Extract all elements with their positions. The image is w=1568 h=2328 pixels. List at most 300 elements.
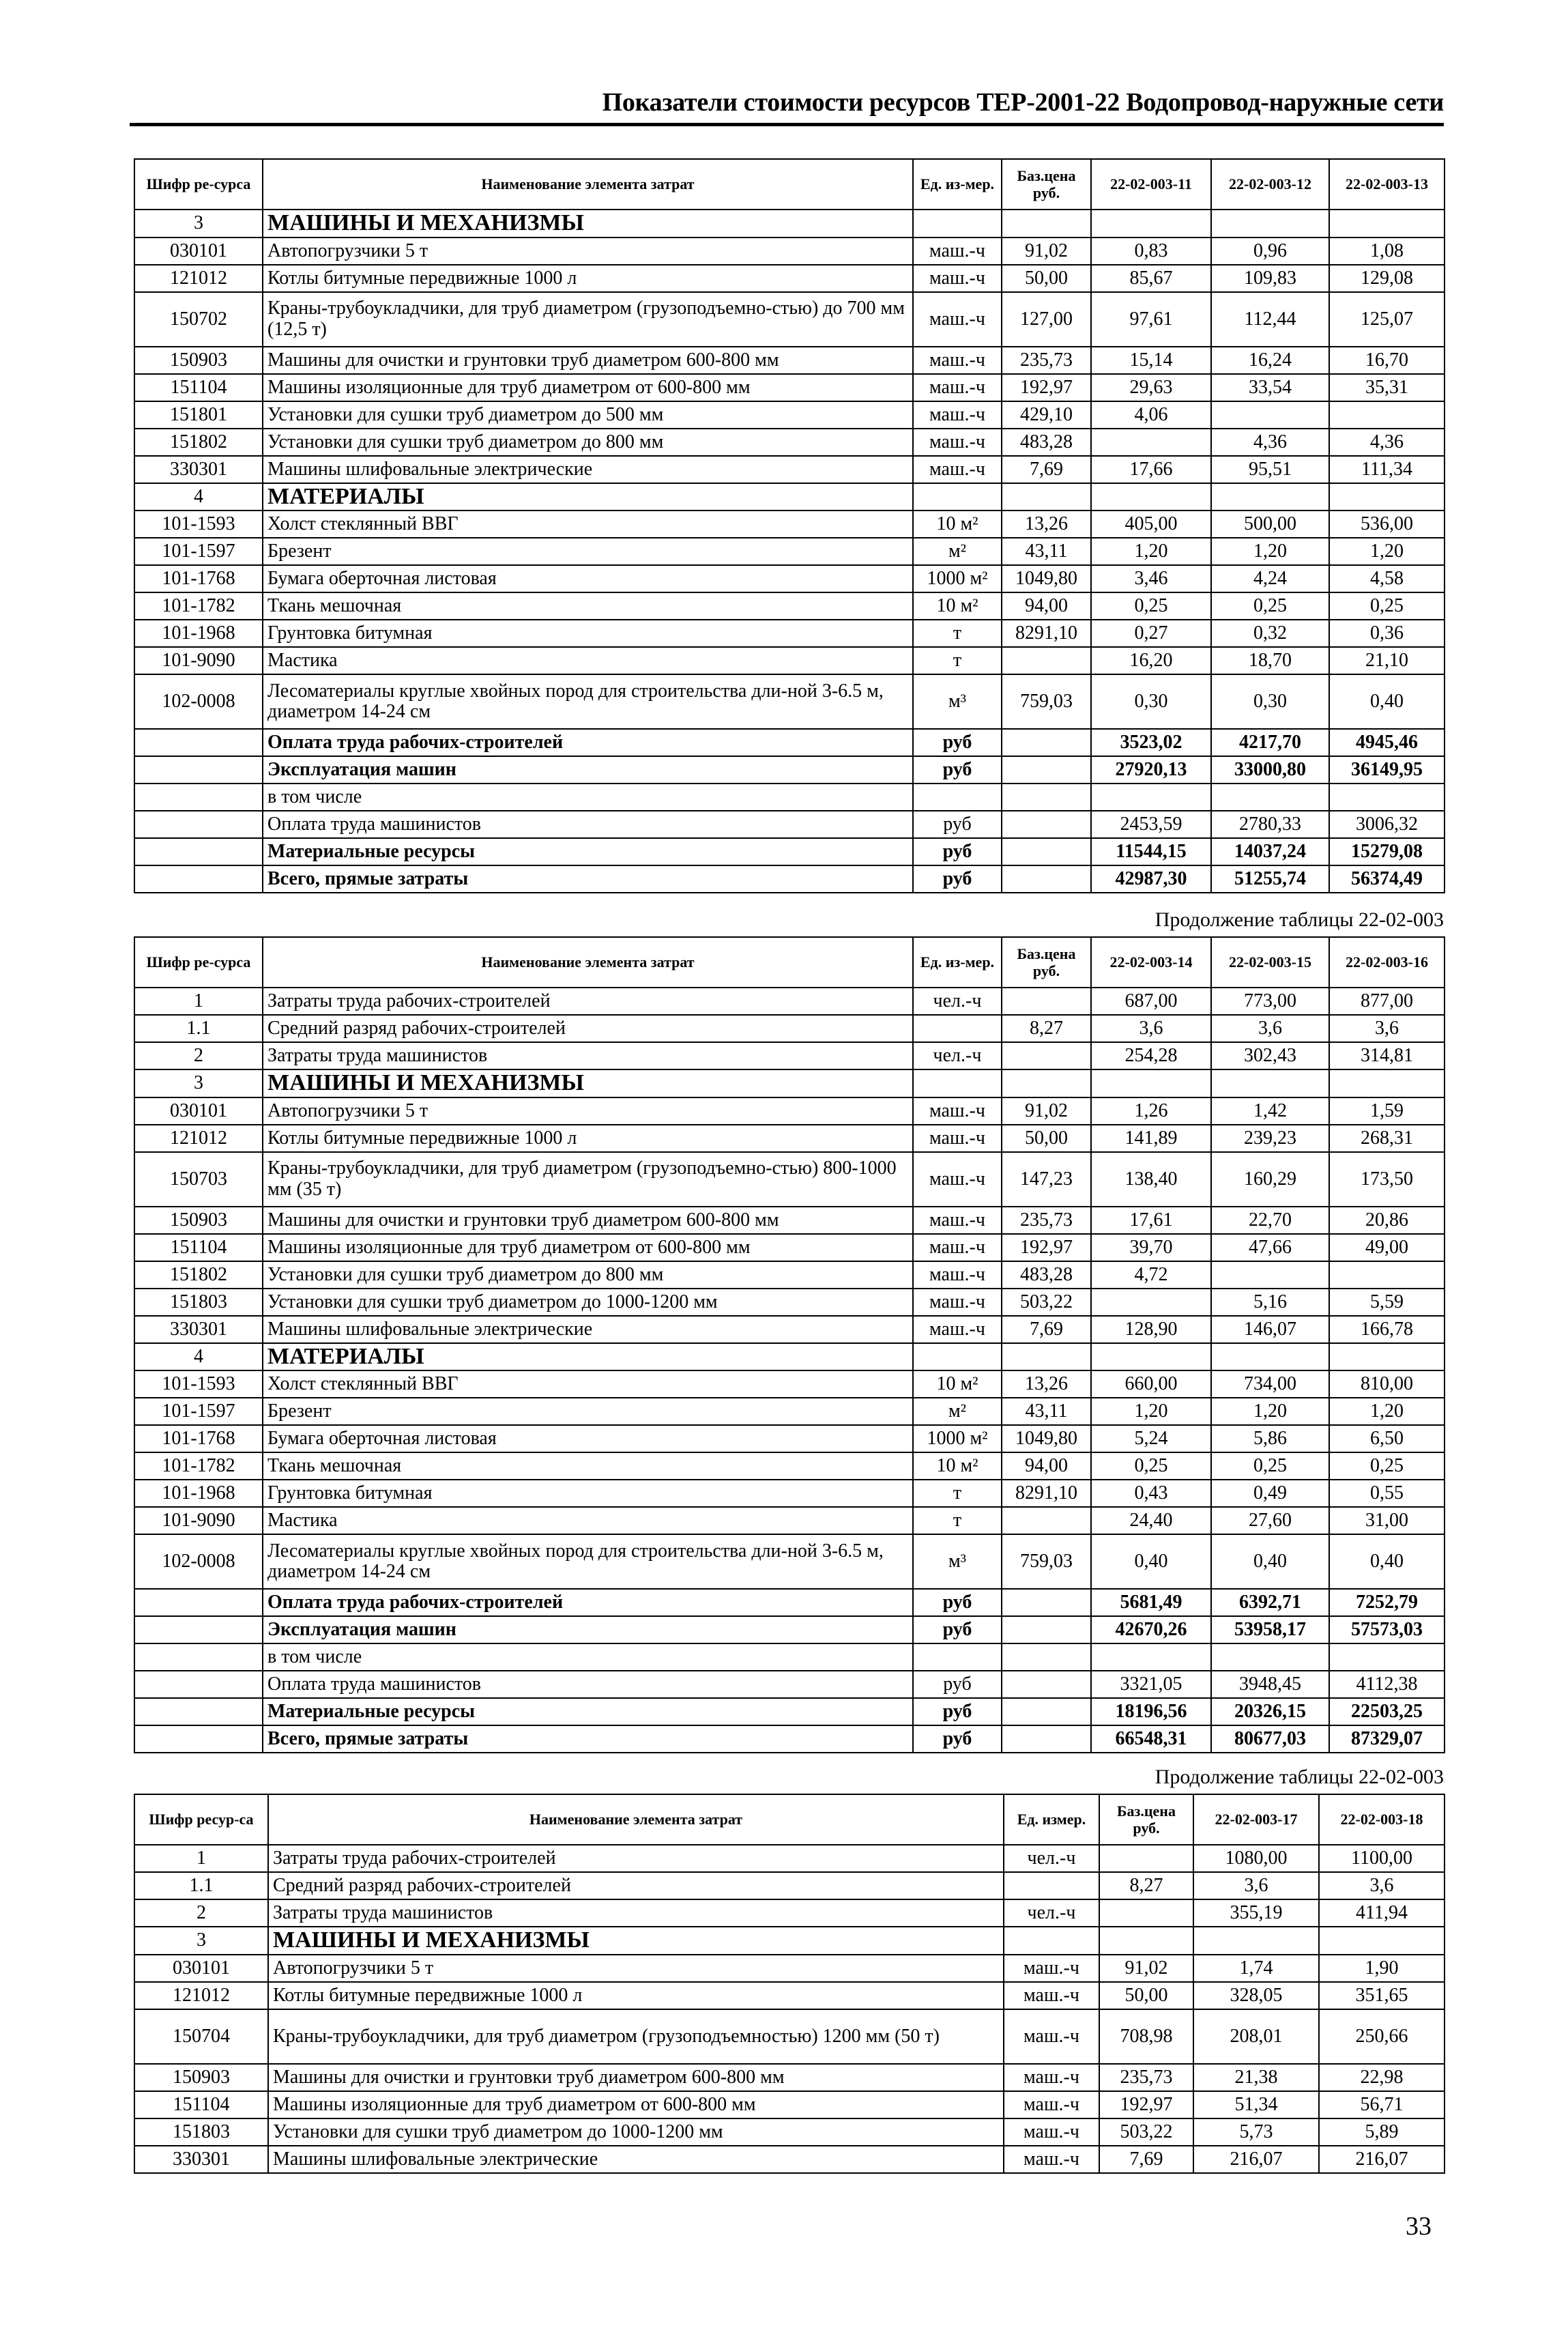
table-row — [134, 347, 1444, 374]
norm-value: 1,59 — [1329, 1097, 1444, 1125]
unit-of-measure: т — [913, 1507, 1002, 1534]
table-row — [134, 1955, 1444, 1982]
base-price — [1002, 483, 1091, 511]
norm-value: 17,61 — [1091, 1207, 1211, 1234]
base-price — [1002, 756, 1091, 784]
norm-value: 0,96 — [1211, 238, 1329, 265]
unit-of-measure: руб — [913, 1616, 1002, 1643]
norm-value: 4,36 — [1329, 429, 1444, 456]
norm-value — [1211, 784, 1329, 811]
resource-code — [134, 811, 263, 838]
cost-element-name: Машины для очистки и грунтовки труб диаметром 600-800 мм — [263, 1207, 913, 1234]
cost-element-name: Затраты труда машинистов — [268, 1899, 1004, 1927]
table-3-caption: Продолжение таблицы 22-02-003 — [1155, 1766, 1444, 1788]
table-row — [134, 865, 1444, 893]
base-price — [1002, 647, 1091, 674]
column-header: Наименование элемента затрат — [263, 159, 913, 210]
column-header: 22-02-003-17 — [1193, 1794, 1319, 1845]
base-price: 483,28 — [1002, 1261, 1091, 1289]
norm-value: 5,59 — [1329, 1289, 1444, 1316]
table-row — [134, 511, 1444, 538]
base-price: 91,02 — [1002, 238, 1091, 265]
column-header: 22-02-003-14 — [1091, 937, 1211, 988]
norm-value: 129,08 — [1329, 265, 1444, 292]
base-price: 50,00 — [1002, 1125, 1091, 1152]
cost-element-name: Оплата труда машинистов — [263, 811, 913, 838]
norm-value: 3006,32 — [1329, 811, 1444, 838]
norm-value: 355,19 — [1193, 1899, 1319, 1927]
table-row — [134, 647, 1444, 674]
resource-code — [134, 838, 263, 865]
norm-value: 1,42 — [1211, 1097, 1329, 1125]
norm-value — [1091, 1343, 1211, 1371]
table-row — [134, 1589, 1444, 1616]
norm-value: 3,46 — [1091, 565, 1211, 592]
table-row — [134, 2091, 1444, 2118]
base-price: 147,23 — [1002, 1152, 1091, 1207]
page-number: 33 — [1406, 2212, 1432, 2241]
norm-value: 24,40 — [1091, 1507, 1211, 1534]
norm-value: 33,54 — [1211, 374, 1329, 401]
table-row — [134, 1899, 1444, 1927]
resource-code: 150703 — [134, 1152, 263, 1207]
cost-element-name: Материальные ресурсы — [263, 1698, 913, 1725]
table-row — [134, 1261, 1444, 1289]
cost-element-name: Оплата труда рабочих-строителей — [263, 1589, 913, 1616]
norm-value: 21,38 — [1193, 2064, 1319, 2091]
cost-element-name: Мастика — [263, 647, 913, 674]
cost-element-name: Машины для очистки и грунтовки труб диаметром 600-800 мм — [268, 2064, 1004, 2091]
base-price: 192,97 — [1002, 374, 1091, 401]
base-price: 94,00 — [1002, 1452, 1091, 1480]
table-row — [134, 1507, 1444, 1534]
cost-element-name: Установки для сушки труб диаметром до 1000-1200 мм — [268, 2118, 1004, 2146]
norm-value: 22503,25 — [1329, 1698, 1444, 1725]
resource-code: 2 — [134, 1899, 268, 1927]
norm-value: 66548,31 — [1091, 1725, 1211, 1753]
table-row — [134, 1316, 1444, 1343]
base-price — [1099, 1845, 1193, 1872]
cost-element-name: Установки для сушки труб диаметром до 1000-1200 мм — [263, 1289, 913, 1316]
column-header: Наименование элемента затрат — [268, 1794, 1004, 1845]
unit-of-measure — [1004, 1927, 1099, 1955]
cost-element-name: Оплата труда машинистов — [263, 1671, 913, 1698]
norm-value: 3,6 — [1091, 1015, 1211, 1042]
cost-element-name: Котлы битумные передвижные 1000 л — [263, 1125, 913, 1152]
column-header: Шифр ресур-са — [134, 1794, 268, 1845]
table-row — [134, 674, 1444, 729]
norm-value: 0,83 — [1091, 238, 1211, 265]
base-price: 13,26 — [1002, 511, 1091, 538]
table-row — [134, 1042, 1444, 1069]
norm-value: 0,40 — [1329, 674, 1444, 729]
norm-value: 4,72 — [1091, 1261, 1211, 1289]
header-row — [134, 159, 1444, 210]
norm-value: 49,00 — [1329, 1234, 1444, 1261]
cost-element-name: Грунтовка битумная — [263, 1480, 913, 1507]
column-header: 22-02-003-11 — [1091, 159, 1211, 210]
table-row — [134, 2009, 1444, 2064]
norm-value: 328,05 — [1193, 1982, 1319, 2009]
cost-element-name: Холст стеклянный ВВГ — [263, 511, 913, 538]
table-row — [134, 1698, 1444, 1725]
norm-value: 18196,56 — [1091, 1698, 1211, 1725]
resource-code: 101-1782 — [134, 592, 263, 620]
resource-code: 102-0008 — [134, 674, 263, 729]
resource-code: 101-1593 — [134, 511, 263, 538]
base-price: 192,97 — [1002, 1234, 1091, 1261]
unit-of-measure: маш.-ч — [913, 265, 1002, 292]
norm-value: 0,27 — [1091, 620, 1211, 647]
unit-of-measure: маш.-ч — [913, 347, 1002, 374]
table-row — [134, 1480, 1444, 1507]
norm-value — [1329, 1261, 1444, 1289]
norm-value: 39,70 — [1091, 1234, 1211, 1261]
norm-value: 57573,03 — [1329, 1616, 1444, 1643]
unit-of-measure: маш.-ч — [913, 456, 1002, 483]
norm-value: 0,25 — [1211, 592, 1329, 620]
table-row — [134, 292, 1444, 347]
norm-value: 4,06 — [1091, 401, 1211, 429]
table-row — [134, 538, 1444, 565]
unit-of-measure — [913, 1343, 1002, 1371]
norm-value: 111,34 — [1329, 456, 1444, 483]
unit-of-measure: маш.-ч — [913, 1234, 1002, 1261]
resource-code — [134, 729, 263, 756]
norm-value: 35,31 — [1329, 374, 1444, 401]
header-rule — [130, 123, 1444, 126]
resource-code: 101-1968 — [134, 1480, 263, 1507]
resource-code: 101-1782 — [134, 1452, 263, 1480]
norm-value: 109,83 — [1211, 265, 1329, 292]
table-row — [134, 811, 1444, 838]
base-price: 91,02 — [1099, 1955, 1193, 1982]
cost-element-name: Автопогрузчики 5 т — [268, 1955, 1004, 1982]
resource-code — [134, 1616, 263, 1643]
unit-of-measure: м³ — [913, 1534, 1002, 1589]
base-price — [1002, 811, 1091, 838]
base-price: 13,26 — [1002, 1370, 1091, 1398]
resource-code: 030101 — [134, 1955, 268, 1982]
resource-code: 3 — [134, 1927, 268, 1955]
base-price: 483,28 — [1002, 429, 1091, 456]
base-price — [1099, 1899, 1193, 1927]
norm-value: 42670,26 — [1091, 1616, 1211, 1643]
table-row — [134, 1097, 1444, 1125]
base-price — [1002, 1507, 1091, 1534]
table-row — [134, 1015, 1444, 1042]
base-price: 43,11 — [1002, 538, 1091, 565]
table-row — [134, 1398, 1444, 1425]
column-header: Баз.цена руб. — [1002, 937, 1091, 988]
resource-code: 150704 — [134, 2009, 268, 2064]
resource-code — [134, 1671, 263, 1698]
norm-value: 0,25 — [1091, 1452, 1211, 1480]
cost-element-name: в том числе — [263, 1643, 913, 1671]
norm-value: 22,70 — [1211, 1207, 1329, 1234]
resource-code: 030101 — [134, 1097, 263, 1125]
unit-of-measure — [913, 483, 1002, 511]
unit-of-measure — [913, 1015, 1002, 1042]
norm-value: 15279,08 — [1329, 838, 1444, 865]
base-price — [1002, 784, 1091, 811]
norm-value: 2453,59 — [1091, 811, 1211, 838]
norm-value: 314,81 — [1329, 1042, 1444, 1069]
cost-element-name: Средний разряд рабочих-строителей — [268, 1872, 1004, 1899]
cost-table-2 — [134, 936, 1445, 1753]
table-row — [134, 1234, 1444, 1261]
norm-value: 80677,03 — [1211, 1725, 1329, 1753]
norm-value: 1,20 — [1091, 538, 1211, 565]
table-row — [134, 838, 1444, 865]
norm-value: 1,90 — [1319, 1955, 1444, 1982]
norm-value: 239,23 — [1211, 1125, 1329, 1152]
norm-value: 11544,15 — [1091, 838, 1211, 865]
unit-of-measure — [1004, 1872, 1099, 1899]
page-header: Показатели стоимости ресурсов ТЕР-2001-22 Водопровод-наружные сети — [602, 88, 1444, 117]
table-row — [134, 1845, 1444, 1872]
cost-element-name: Оплата труда рабочих-строителей — [263, 729, 913, 756]
resource-code: 101-1593 — [134, 1370, 263, 1398]
base-price: 503,22 — [1099, 2118, 1193, 2146]
norm-value: 4,58 — [1329, 565, 1444, 592]
unit-of-measure: маш.-ч — [913, 238, 1002, 265]
norm-value: 0,36 — [1329, 620, 1444, 647]
cost-element-name: Холст стеклянный ВВГ — [263, 1370, 913, 1398]
norm-value — [1091, 1643, 1211, 1671]
unit-of-measure: маш.-ч — [913, 1207, 1002, 1234]
norm-value: 5,73 — [1193, 2118, 1319, 2146]
norm-value: 250,66 — [1319, 2009, 1444, 2064]
column-header: Шифр ре-сурса — [134, 937, 263, 988]
column-header: 22-02-003-13 — [1329, 159, 1444, 210]
resource-code: 1.1 — [134, 1015, 263, 1042]
unit-of-measure: чел.-ч — [913, 1042, 1002, 1069]
unit-of-measure: маш.-ч — [913, 292, 1002, 347]
norm-value — [1091, 429, 1211, 456]
table-row — [134, 756, 1444, 784]
resource-code: 3 — [134, 210, 263, 238]
column-header: 22-02-003-16 — [1329, 937, 1444, 988]
base-price: 8,27 — [1002, 1015, 1091, 1042]
resource-code — [134, 1725, 263, 1753]
column-header: Ед. измер. — [1004, 1794, 1099, 1845]
norm-value: 1,08 — [1329, 238, 1444, 265]
cost-element-name: Всего, прямые затраты — [263, 1725, 913, 1753]
cost-element-name: Эксплуатация машин — [263, 756, 913, 784]
norm-value: 6,50 — [1329, 1425, 1444, 1452]
base-price: 43,11 — [1002, 1398, 1091, 1425]
table-row — [134, 1289, 1444, 1316]
resource-code: 151104 — [134, 1234, 263, 1261]
base-price — [1002, 1725, 1091, 1753]
column-header: 22-02-003-12 — [1211, 159, 1329, 210]
resource-code — [134, 756, 263, 784]
resource-code — [134, 1589, 263, 1616]
unit-of-measure: м³ — [913, 674, 1002, 729]
cost-element-name: Ткань мешочная — [263, 592, 913, 620]
unit-of-measure: т — [913, 620, 1002, 647]
resource-code: 150702 — [134, 292, 263, 347]
unit-of-measure: м² — [913, 1398, 1002, 1425]
unit-of-measure: руб — [913, 1671, 1002, 1698]
norm-value — [1091, 483, 1211, 511]
base-price — [1099, 1927, 1193, 1955]
unit-of-measure: маш.-ч — [1004, 2064, 1099, 2091]
norm-value — [1091, 1069, 1211, 1097]
table-row — [134, 1343, 1444, 1371]
unit-of-measure — [913, 210, 1002, 238]
resource-code: 101-9090 — [134, 1507, 263, 1534]
cost-element-name: Эксплуатация машин — [263, 1616, 913, 1643]
norm-value: 5,24 — [1091, 1425, 1211, 1452]
norm-value: 14037,24 — [1211, 838, 1329, 865]
norm-value: 0,25 — [1211, 1452, 1329, 1480]
base-price: 1049,80 — [1002, 1425, 1091, 1452]
base-price — [1002, 210, 1091, 238]
column-header: Ед. из-мер. — [913, 159, 1002, 210]
base-price — [1002, 988, 1091, 1015]
table-row — [134, 729, 1444, 756]
table-2-caption: Продолжение таблицы 22-02-003 — [1155, 908, 1444, 931]
norm-value: 1,20 — [1329, 538, 1444, 565]
resource-code: 030101 — [134, 238, 263, 265]
norm-value: 216,07 — [1193, 2146, 1319, 2173]
table-row — [134, 620, 1444, 647]
resource-code: 101-9090 — [134, 647, 263, 674]
cost-element-name: Лесоматериалы круглые хвойных пород для строительства дли-ной 3-6.5 м, диаметром 14-24 см — [263, 674, 913, 729]
norm-value: 16,70 — [1329, 347, 1444, 374]
base-price: 235,73 — [1002, 347, 1091, 374]
base-price — [1002, 1343, 1091, 1371]
unit-of-measure: руб — [913, 865, 1002, 893]
norm-value — [1329, 784, 1444, 811]
unit-of-measure: маш.-ч — [1004, 2118, 1099, 2146]
norm-value: 21,10 — [1329, 647, 1444, 674]
unit-of-measure: руб — [913, 756, 1002, 784]
base-price: 7,69 — [1002, 456, 1091, 483]
table-row — [134, 2146, 1444, 2173]
norm-value: 1,20 — [1329, 1398, 1444, 1425]
norm-value — [1319, 1927, 1444, 1955]
cost-element-name: Установки для сушки труб диаметром до 500 мм — [263, 401, 913, 429]
norm-value: 0,30 — [1091, 674, 1211, 729]
unit-of-measure: маш.-ч — [913, 374, 1002, 401]
table-row — [134, 1982, 1444, 2009]
cost-element-name: Машины изоляционные для труб диаметром от 600-800 мм — [263, 1234, 913, 1261]
unit-of-measure: 1000 м² — [913, 1425, 1002, 1452]
column-header: 22-02-003-15 — [1211, 937, 1329, 988]
norm-value — [1211, 483, 1329, 511]
resource-code: 330301 — [134, 456, 263, 483]
unit-of-measure: руб — [913, 1725, 1002, 1753]
norm-value: 1,20 — [1091, 1398, 1211, 1425]
norm-value: 18,70 — [1211, 647, 1329, 674]
unit-of-measure: маш.-ч — [913, 429, 1002, 456]
norm-value — [1091, 210, 1211, 238]
norm-value — [1211, 210, 1329, 238]
norm-value: 208,01 — [1193, 2009, 1319, 2064]
base-price: 91,02 — [1002, 1097, 1091, 1125]
table-row — [134, 210, 1444, 238]
norm-value — [1329, 210, 1444, 238]
norm-value: 27,60 — [1211, 1507, 1329, 1534]
resource-code: 1 — [134, 988, 263, 1015]
norm-value: 29,63 — [1091, 374, 1211, 401]
base-price: 8291,10 — [1002, 1480, 1091, 1507]
resource-code: 121012 — [134, 1982, 268, 2009]
norm-value: 87329,07 — [1329, 1725, 1444, 1753]
norm-value: 0,40 — [1329, 1534, 1444, 1589]
norm-value: 0,25 — [1329, 592, 1444, 620]
cost-element-name: Автопогрузчики 5 т — [263, 238, 913, 265]
norm-value: 536,00 — [1329, 511, 1444, 538]
norm-value: 1,26 — [1091, 1097, 1211, 1125]
norm-value: 7252,79 — [1329, 1589, 1444, 1616]
resource-code: 101-1597 — [134, 1398, 263, 1425]
norm-value: 0,43 — [1091, 1480, 1211, 1507]
cost-element-name: в том числе — [263, 784, 913, 811]
norm-value: 47,66 — [1211, 1234, 1329, 1261]
base-price: 759,03 — [1002, 674, 1091, 729]
resource-code: 102-0008 — [134, 1534, 263, 1589]
unit-of-measure: чел.-ч — [1004, 1899, 1099, 1927]
table-row — [134, 238, 1444, 265]
norm-value: 3321,05 — [1091, 1671, 1211, 1698]
table-row — [134, 592, 1444, 620]
resource-code: 151802 — [134, 429, 263, 456]
norm-value: 128,90 — [1091, 1316, 1211, 1343]
table-row — [134, 1069, 1444, 1097]
norm-value: 268,31 — [1329, 1125, 1444, 1152]
column-header: Баз.цена руб. — [1099, 1794, 1193, 1845]
norm-value: 302,43 — [1211, 1042, 1329, 1069]
base-price: 235,73 — [1099, 2064, 1193, 2091]
norm-value: 85,67 — [1091, 265, 1211, 292]
table-row — [134, 1207, 1444, 1234]
norm-value: 16,24 — [1211, 347, 1329, 374]
norm-value: 0,40 — [1091, 1534, 1211, 1589]
resource-code: 4 — [134, 483, 263, 511]
norm-value — [1329, 1643, 1444, 1671]
table-row — [134, 1671, 1444, 1698]
norm-value — [1091, 1289, 1211, 1316]
unit-of-measure — [913, 784, 1002, 811]
resource-code: 151803 — [134, 1289, 263, 1316]
cost-element-name: Материальные ресурсы — [263, 838, 913, 865]
resource-code: 150903 — [134, 1207, 263, 1234]
unit-of-measure: 10 м² — [913, 511, 1002, 538]
norm-value: 4,36 — [1211, 429, 1329, 456]
norm-value: 4112,38 — [1329, 1671, 1444, 1698]
norm-value: 0,25 — [1329, 1452, 1444, 1480]
unit-of-measure: 10 м² — [913, 592, 1002, 620]
norm-value: 138,40 — [1091, 1152, 1211, 1207]
norm-value: 112,44 — [1211, 292, 1329, 347]
column-header: 22-02-003-18 — [1319, 1794, 1444, 1845]
unit-of-measure: т — [913, 647, 1002, 674]
resource-code: 101-1768 — [134, 565, 263, 592]
table-row — [134, 1125, 1444, 1152]
table-row — [134, 483, 1444, 511]
resource-code: 4 — [134, 1343, 263, 1371]
unit-of-measure — [913, 1069, 1002, 1097]
unit-of-measure: чел.-ч — [913, 988, 1002, 1015]
unit-of-measure: 10 м² — [913, 1452, 1002, 1480]
unit-of-measure: 1000 м² — [913, 565, 1002, 592]
unit-of-measure: маш.-ч — [913, 1125, 1002, 1152]
norm-value: 3,6 — [1211, 1015, 1329, 1042]
